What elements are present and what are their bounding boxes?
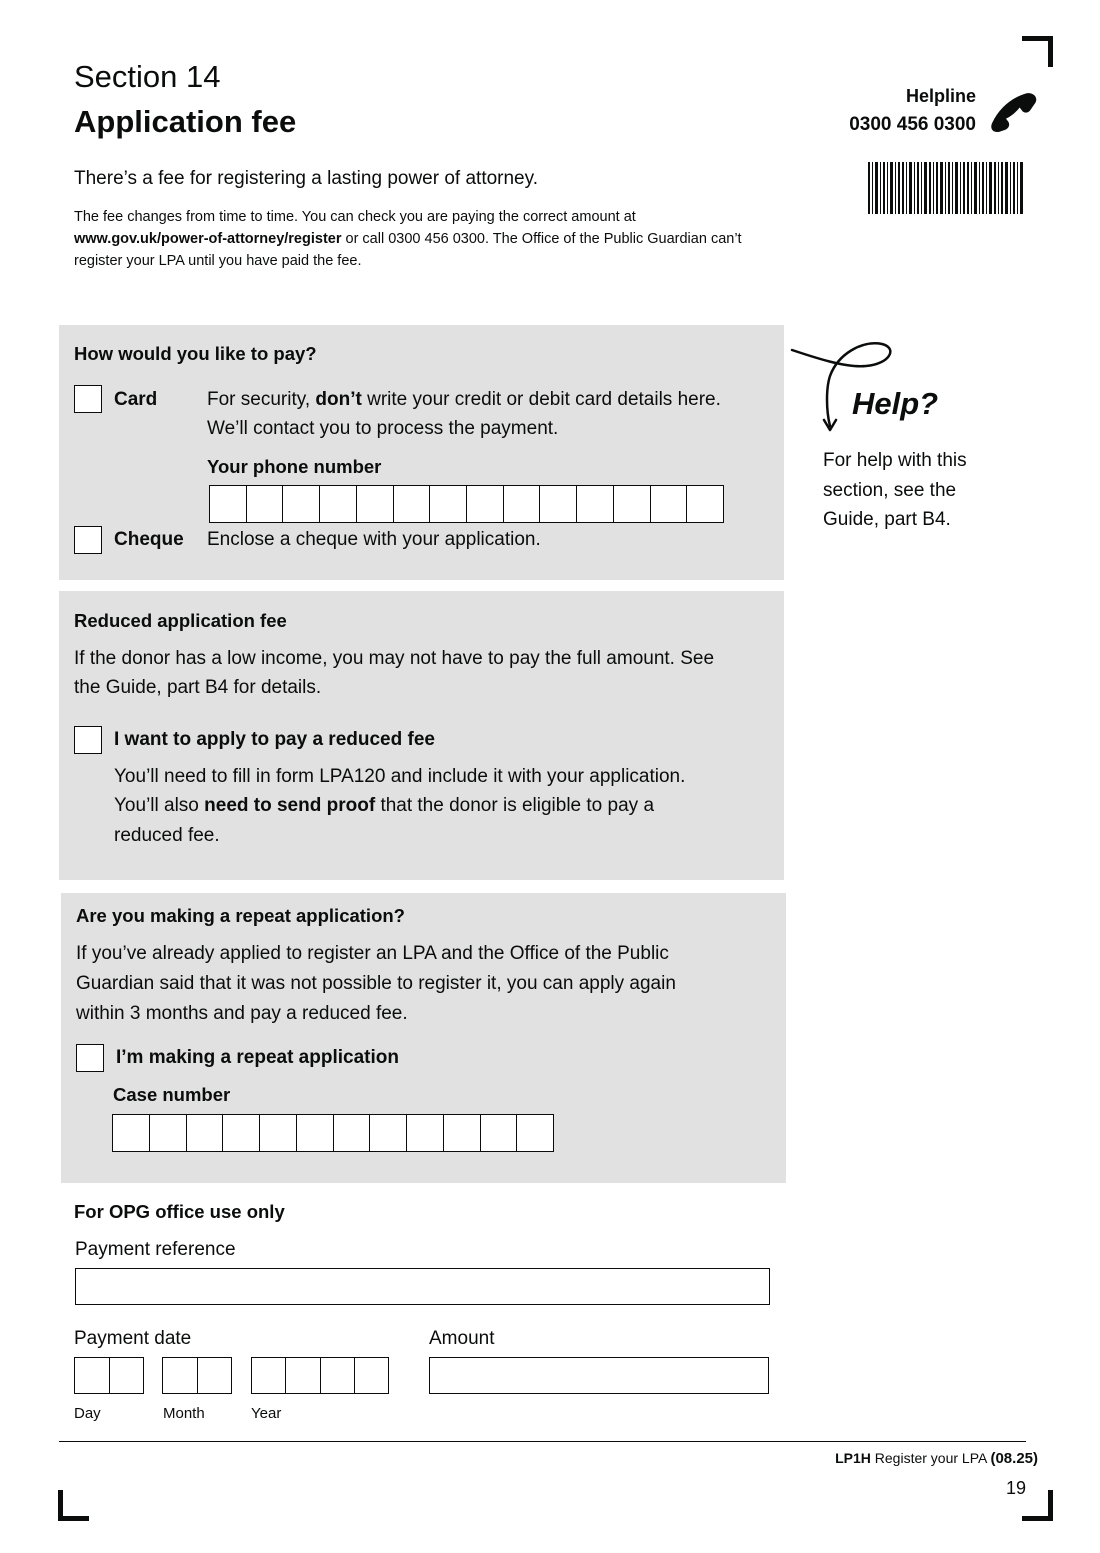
case-digit-cell[interactable]	[223, 1115, 260, 1151]
cheque-label: Cheque	[114, 529, 184, 550]
form-name: Register your LPA	[874, 1450, 987, 1466]
phone-digit-cell[interactable]	[357, 486, 394, 522]
case-digit-cell[interactable]	[444, 1115, 481, 1151]
reduced-fee-checkbox-label: I want to apply to pay a reduced fee	[114, 729, 435, 750]
case-digit-cell[interactable]	[517, 1115, 553, 1151]
reduced-note-bold: need to send proof	[204, 795, 376, 816]
card-text-2: write your credit or debit card details here.	[367, 389, 721, 410]
reduced-fee-text-line1: If the donor has a low income, you may not have to pay the full amount. See	[74, 648, 715, 669]
phone-digit-cell[interactable]	[210, 486, 247, 522]
crop-mark-top-right	[1022, 36, 1053, 67]
phone-icon	[990, 86, 1042, 138]
repeat-text-line2: Guardian said that it was not possible to register it, you can apply again	[76, 973, 676, 994]
repeat-application-checkbox[interactable]	[76, 1044, 104, 1072]
case-digit-cell[interactable]	[113, 1115, 150, 1151]
reduced-note-a: You’ll also	[114, 795, 199, 816]
day-label: Day	[74, 1405, 101, 1422]
card-instructions-line2: We’ll contact you to process the payment.	[207, 418, 559, 439]
payment-reference-input[interactable]	[75, 1268, 770, 1305]
phone-number-input[interactable]	[209, 485, 724, 523]
card-instructions	[207, 385, 777, 415]
year-digit-cell[interactable]	[286, 1358, 320, 1393]
helpline-number: 0300 456 0300	[849, 114, 976, 135]
payment-date-label: Payment date	[74, 1328, 192, 1349]
form-code: LP1H	[835, 1450, 871, 1466]
phone-digit-cell[interactable]	[687, 486, 723, 522]
case-digit-cell[interactable]	[187, 1115, 224, 1151]
reduced-fee-note-line1: You’ll need to fill in form LPA120 and include it with your application.	[114, 766, 686, 787]
phone-digit-cell[interactable]	[540, 486, 577, 522]
phone-number-label: Your phone number	[207, 456, 382, 477]
repeat-question: Are you making a repeat application?	[76, 905, 405, 926]
amount-label: Amount	[429, 1328, 495, 1349]
year-digit-cell[interactable]	[252, 1358, 286, 1393]
payment-reference-label: Payment reference	[75, 1239, 236, 1260]
intro-text: There’s a fee for registering a lasting power of attorney.	[74, 168, 538, 189]
case-number-label: Case number	[113, 1084, 231, 1105]
reduced-fee-note-line3: reduced fee.	[114, 825, 220, 846]
repeat-text-line3: within 3 months and pay a reduced fee.	[76, 1003, 408, 1024]
phone-digit-cell[interactable]	[577, 486, 614, 522]
barcode-graphic	[868, 162, 1024, 214]
help-title: Help?	[852, 386, 939, 421]
case-digit-cell[interactable]	[481, 1115, 518, 1151]
reduced-fee-note-line2	[114, 791, 654, 821]
crop-mark-bottom-right	[1022, 1490, 1053, 1521]
amount-input[interactable]	[429, 1357, 769, 1394]
case-digit-cell[interactable]	[370, 1115, 407, 1151]
cheque-checkbox[interactable]	[74, 526, 102, 554]
case-digit-cell[interactable]	[150, 1115, 187, 1151]
case-digit-cell[interactable]	[297, 1115, 334, 1151]
day-digit-cell[interactable]	[75, 1358, 110, 1393]
phone-digit-cell[interactable]	[614, 486, 651, 522]
fee-link[interactable]: www.gov.uk/power-of-attorney/register	[74, 231, 342, 247]
payment-month-input[interactable]	[162, 1357, 232, 1394]
phone-digit-cell[interactable]	[320, 486, 357, 522]
year-digit-cell[interactable]	[355, 1358, 388, 1393]
card-label: Card	[114, 389, 158, 410]
help-text: For help with this section, see the Guide, part B4.	[823, 450, 967, 530]
case-number-input[interactable]	[112, 1114, 554, 1152]
card-checkbox[interactable]	[74, 385, 102, 413]
month-digit-cell[interactable]	[163, 1358, 198, 1393]
repeat-text-line1: If you’ve already applied to register an LPA and the Office of the Public	[76, 943, 669, 964]
case-digit-cell[interactable]	[334, 1115, 371, 1151]
case-digit-cell[interactable]	[407, 1115, 444, 1151]
month-digit-cell[interactable]	[198, 1358, 232, 1393]
repeat-application-label: I’m making a repeat application	[116, 1047, 399, 1068]
phone-digit-cell[interactable]	[467, 486, 504, 522]
helpline-label: Helpline	[905, 86, 976, 106]
case-digit-cell[interactable]	[260, 1115, 297, 1151]
card-text-bold: don’t	[315, 389, 362, 410]
year-digit-cell[interactable]	[321, 1358, 355, 1393]
reduced-fee-text-line2: the Guide, part B4 for details.	[74, 677, 322, 698]
month-label: Month	[163, 1405, 205, 1422]
payment-year-input[interactable]	[251, 1357, 389, 1394]
phone-digit-cell[interactable]	[504, 486, 541, 522]
year-label: Year	[251, 1405, 282, 1422]
card-text-1: For security,	[207, 389, 311, 410]
reduced-fee-checkbox[interactable]	[74, 726, 102, 754]
phone-digit-cell[interactable]	[283, 486, 320, 522]
page-number: 19	[1005, 1478, 1026, 1498]
phone-digit-cell[interactable]	[394, 486, 431, 522]
day-digit-cell[interactable]	[110, 1358, 144, 1393]
office-use-heading: For OPG office use only	[74, 1201, 285, 1222]
section-number: Section 14	[74, 59, 221, 94]
reduced-fee-heading: Reduced application fee	[74, 610, 287, 631]
payment-question: How would you like to pay?	[74, 343, 317, 364]
reduced-note-b: that the donor is eligible to pay a	[380, 795, 655, 816]
barcode	[868, 162, 1024, 214]
phone-digit-cell[interactable]	[430, 486, 467, 522]
form-version: (08.25)	[990, 1450, 1038, 1467]
fee-info	[74, 206, 764, 272]
fee-info-prefix: The fee changes from time to time. You can check you are paying the correct amount at	[74, 209, 636, 225]
page-title: Application fee	[74, 104, 297, 139]
phone-digit-cell[interactable]	[651, 486, 688, 522]
phone-digit-cell[interactable]	[247, 486, 284, 522]
payment-day-input[interactable]	[74, 1357, 144, 1394]
form-reference	[835, 1450, 1038, 1467]
footer-divider	[59, 1441, 1026, 1442]
fee-info-suffix: or call 0300 456 0300. The Office of the Public Guardian can’t register your LPA until you have paid the fee.	[74, 231, 742, 269]
cheque-instructions: Enclose a cheque with your application.	[207, 529, 541, 550]
crop-mark-bottom-left	[58, 1490, 89, 1521]
